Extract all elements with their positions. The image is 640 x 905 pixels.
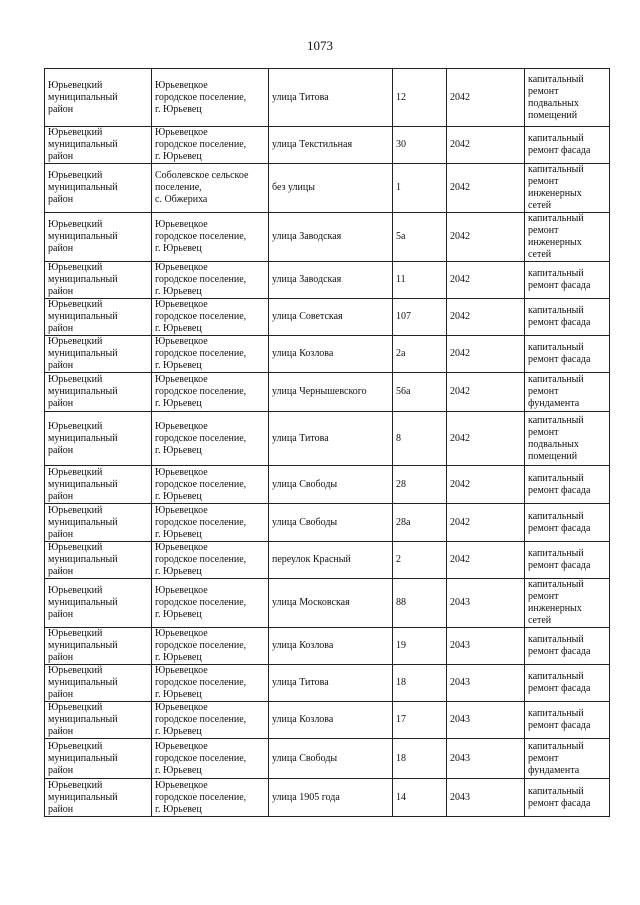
cell-line: Юрьевецкий [48, 542, 103, 553]
cell-line: подвальных [528, 97, 579, 109]
settlement-cell [152, 665, 269, 702]
cell-line: ремонт [528, 591, 559, 602]
year-cell: 2042 [447, 373, 525, 412]
district-cell [45, 504, 152, 542]
cell-line: район [48, 689, 74, 700]
street-cell: без улицы [269, 164, 393, 213]
house-number-cell: 28 [393, 466, 447, 504]
cell-line: район [48, 528, 74, 540]
cell-line: ремонт фасада [528, 797, 591, 809]
cell-line: ремонт фасада [528, 145, 591, 156]
settlement-cell [152, 412, 269, 466]
table-row [45, 628, 610, 665]
work-type-cell [525, 69, 610, 127]
district-cell [45, 702, 152, 739]
cell-line: муниципальный [48, 516, 118, 528]
cell-line: Юрьевецкий [48, 665, 103, 676]
cell-line: Юрьевецкий [48, 79, 103, 91]
district-cell [45, 542, 152, 579]
cell-line: Юрьевецкий [48, 170, 103, 181]
house-number-cell: 2а [393, 336, 447, 373]
year-cell: 2042 [447, 542, 525, 579]
cell-line: Юрьевецкое [155, 585, 208, 596]
work-type-cell [525, 213, 610, 262]
cell-line: капитальный [528, 305, 584, 316]
table-body [45, 69, 610, 817]
cell-line: Юрьевецкий [48, 336, 103, 347]
cell-line: г. Юрьевец [155, 528, 202, 540]
cell-line: городское поселение, [155, 640, 247, 651]
table-row [45, 739, 610, 779]
cell-line: район [48, 151, 74, 162]
district-cell [45, 127, 152, 164]
year-cell: 2043 [447, 579, 525, 628]
work-type-cell [525, 504, 610, 542]
cell-line: Юрьевецкий [48, 702, 103, 713]
year-cell: 2042 [447, 412, 525, 466]
cell-line: ремонт фасада [528, 720, 591, 731]
cell-line: муниципальный [48, 348, 118, 359]
cell-line: ремонт фасада [528, 683, 591, 694]
house-number-cell: 28а [393, 504, 447, 542]
table-row [45, 336, 610, 373]
house-number-cell: 18 [393, 665, 447, 702]
district-cell [45, 336, 152, 373]
cell-line: Юрьевецкое [155, 542, 208, 553]
cell-line: муниципальный [48, 274, 118, 285]
cell-line: Юрьевецкий [48, 374, 103, 385]
cell-line: капитальный [528, 785, 584, 797]
house-number-cell: 19 [393, 628, 447, 665]
cell-line: сетей [528, 200, 552, 211]
cell-line: Юрьевецкое [155, 702, 208, 713]
street-cell: улица Свободы [269, 739, 393, 779]
cell-line: капитальный [528, 133, 584, 144]
cell-line: г. Юрьевец [155, 286, 202, 297]
cell-line: городское поселение, [155, 311, 247, 322]
cell-line: помещений [528, 109, 578, 121]
cell-line: Юрьевецкое [155, 127, 208, 138]
cell-line: ремонт [528, 386, 559, 397]
year-cell: 2042 [447, 127, 525, 164]
cell-line: муниципальный [48, 231, 118, 242]
street-cell: улица Козлова [269, 336, 393, 373]
cell-line: г. Юрьевец [155, 103, 202, 115]
cell-line: ремонт фасада [528, 646, 591, 657]
cell-line: капитальный [528, 414, 584, 426]
district-cell [45, 579, 152, 628]
cell-line: Юрьевецкое [155, 79, 208, 91]
cell-line: Юрьевецкое [155, 299, 208, 310]
street-cell: переулок Красный [269, 542, 393, 579]
cell-line: городское поселение, [155, 432, 247, 444]
cell-line: ремонт [528, 426, 559, 438]
cell-line: г. Юрьевец [155, 444, 202, 456]
cell-line: район [48, 652, 74, 663]
year-cell: 2042 [447, 69, 525, 127]
cell-line: муниципальный [48, 597, 118, 608]
cell-line: Юрьевецкое [155, 219, 208, 230]
house-number-cell: 56а [393, 373, 447, 412]
table-row [45, 542, 610, 579]
cell-line: Юрьевецкий [48, 504, 103, 516]
cell-line: район [48, 360, 74, 371]
cell-line: г. Юрьевец [155, 151, 202, 162]
cell-line: городское поселение, [155, 91, 247, 103]
year-cell: 2043 [447, 665, 525, 702]
cell-line: Юрьевецкий [48, 219, 103, 230]
district-cell [45, 164, 152, 213]
street-cell: улица Свободы [269, 466, 393, 504]
settlement-cell [152, 579, 269, 628]
cell-line: городское поселение, [155, 348, 247, 359]
cell-line: фундамента [528, 398, 580, 409]
cell-line: Юрьевецкое [155, 504, 208, 516]
cell-line: капитальный [528, 510, 584, 522]
cell-line: Юрьевецкое [155, 779, 208, 791]
district-cell [45, 373, 152, 412]
cell-line: ремонт фасада [528, 354, 591, 365]
cell-line: г. Юрьевец [155, 726, 202, 737]
district-cell [45, 665, 152, 702]
cell-line: Юрьевецкий [48, 779, 103, 791]
settlement-cell [152, 739, 269, 779]
settlement-cell [152, 628, 269, 665]
year-cell: 2042 [447, 213, 525, 262]
cell-line: муниципальный [48, 386, 118, 397]
cell-line: район [48, 764, 74, 776]
cell-line: капитальный [528, 579, 584, 590]
settlement-cell [152, 69, 269, 127]
work-type-cell [525, 164, 610, 213]
settlement-cell [152, 466, 269, 504]
settlement-cell [152, 504, 269, 542]
cell-line: г. Юрьевец [155, 609, 202, 620]
work-type-cell [525, 579, 610, 628]
settlement-cell [152, 213, 269, 262]
cell-line: ремонт фасада [528, 522, 591, 534]
cell-line: район [48, 194, 74, 205]
street-cell: улица Советская [269, 299, 393, 336]
cell-line: Юрьевецкое [155, 262, 208, 273]
cell-line: городское поселение, [155, 516, 247, 528]
cell-line: Юрьевецкий [48, 420, 103, 432]
street-cell: улица Чернышевского [269, 373, 393, 412]
repair-schedule-table [44, 68, 610, 817]
house-number-cell: 17 [393, 702, 447, 739]
work-type-cell [525, 373, 610, 412]
table-row [45, 262, 610, 299]
cell-line: Юрьевецкий [48, 299, 103, 310]
work-type-cell [525, 702, 610, 739]
cell-line: муниципальный [48, 640, 118, 651]
house-number-cell: 30 [393, 127, 447, 164]
house-number-cell: 8 [393, 412, 447, 466]
cell-line: Юрьевецкое [155, 740, 208, 752]
table-row [45, 373, 610, 412]
settlement-cell [152, 373, 269, 412]
cell-line: капитальный [528, 268, 584, 279]
cell-line: муниципальный [48, 478, 118, 490]
house-number-cell: 2 [393, 542, 447, 579]
year-cell: 2043 [447, 779, 525, 817]
house-number-cell: 11 [393, 262, 447, 299]
street-cell: улица Козлова [269, 628, 393, 665]
cell-line: помещений [528, 450, 578, 462]
cell-line: муниципальный [48, 752, 118, 764]
cell-line: капитальный [528, 472, 584, 484]
cell-line: Юрьевецкое [155, 374, 208, 385]
cell-line: инженерных [528, 188, 582, 199]
cell-line: Юрьевецкое [155, 420, 208, 432]
table-row [45, 466, 610, 504]
cell-line: ремонт [528, 85, 559, 97]
house-number-cell: 12 [393, 69, 447, 127]
street-cell: улица 1905 года [269, 779, 393, 817]
cell-line: капитальный [528, 164, 584, 175]
year-cell: 2042 [447, 164, 525, 213]
table-row [45, 127, 610, 164]
settlement-cell [152, 779, 269, 817]
year-cell: 2043 [447, 702, 525, 739]
cell-line: городское поселение, [155, 231, 247, 242]
work-type-cell [525, 665, 610, 702]
cell-line: ремонт [528, 176, 559, 187]
street-cell: улица Козлова [269, 702, 393, 739]
table-row [45, 504, 610, 542]
district-cell [45, 628, 152, 665]
cell-line: Юрьевецкий [48, 262, 103, 273]
street-cell: улица Заводская [269, 213, 393, 262]
cell-line: г. Юрьевец [155, 360, 202, 371]
settlement-cell [152, 702, 269, 739]
street-cell: улица Свободы [269, 504, 393, 542]
district-cell [45, 299, 152, 336]
cell-line: капитальный [528, 634, 584, 645]
work-type-cell [525, 628, 610, 665]
table-row [45, 412, 610, 466]
work-type-cell [525, 739, 610, 779]
cell-line: Юрьевецкое [155, 466, 208, 478]
cell-line: муниципальный [48, 432, 118, 444]
work-type-cell [525, 466, 610, 504]
cell-line: сетей [528, 615, 552, 626]
district-cell [45, 262, 152, 299]
year-cell: 2043 [447, 739, 525, 779]
cell-line: ремонт фасада [528, 560, 591, 571]
district-cell [45, 466, 152, 504]
cell-line: капитальный [528, 548, 584, 559]
table-row [45, 299, 610, 336]
street-cell: улица Московская [269, 579, 393, 628]
cell-line: городское поселение, [155, 386, 247, 397]
cell-line: Юрьевецкий [48, 127, 103, 138]
cell-line: г. Юрьевец [155, 323, 202, 334]
cell-line: район [48, 323, 74, 334]
year-cell: 2042 [447, 336, 525, 373]
cell-line: инженерных [528, 603, 582, 614]
cell-line: Юрьевецкое [155, 628, 208, 639]
settlement-cell [152, 299, 269, 336]
cell-line: городское поселение, [155, 791, 247, 803]
year-cell: 2042 [447, 466, 525, 504]
cell-line: Юрьевецкий [48, 466, 103, 478]
work-type-cell [525, 412, 610, 466]
settlement-cell [152, 127, 269, 164]
year-cell: 2042 [447, 299, 525, 336]
page-number: 1073 [307, 38, 333, 53]
work-type-cell [525, 779, 610, 817]
cell-line: г. Юрьевец [155, 803, 202, 815]
cell-line: муниципальный [48, 139, 118, 150]
street-cell: улица Заводская [269, 262, 393, 299]
cell-line: Юрьевецкий [48, 628, 103, 639]
cell-line: ремонт фасада [528, 484, 591, 496]
cell-line: г. Юрьевец [155, 689, 202, 700]
cell-line: городское поселение, [155, 677, 247, 688]
street-cell: улица Титова [269, 412, 393, 466]
cell-line: городское поселение, [155, 139, 247, 150]
cell-line: капитальный [528, 671, 584, 682]
cell-line: сетей [528, 249, 552, 260]
cell-line: капитальный [528, 374, 584, 385]
cell-line: инженерных [528, 237, 582, 248]
cell-line: район [48, 103, 74, 115]
cell-line: капитальный [528, 740, 584, 752]
district-cell [45, 213, 152, 262]
settlement-cell [152, 164, 269, 213]
cell-line: район [48, 398, 74, 409]
cell-line: с. Обжериха [155, 194, 208, 205]
year-cell: 2042 [447, 504, 525, 542]
cell-line: район [48, 803, 74, 815]
cell-line: муниципальный [48, 91, 118, 103]
cell-line: район [48, 444, 74, 456]
cell-line: капитальный [528, 213, 584, 224]
cell-line: г. Юрьевец [155, 490, 202, 502]
cell-line: ремонт [528, 225, 559, 236]
cell-line: капитальный [528, 342, 584, 353]
work-type-cell [525, 262, 610, 299]
year-cell: 2042 [447, 262, 525, 299]
house-number-cell: 1 [393, 164, 447, 213]
cell-line: г. Юрьевец [155, 243, 202, 254]
house-number-cell: 18 [393, 739, 447, 779]
table-row [45, 779, 610, 817]
cell-line: район [48, 490, 74, 502]
street-cell: улица Титова [269, 665, 393, 702]
settlement-cell [152, 542, 269, 579]
cell-line: муниципальный [48, 677, 118, 688]
table-row [45, 579, 610, 628]
cell-line: городское поселение, [155, 714, 247, 725]
work-type-cell [525, 127, 610, 164]
cell-line: городское поселение, [155, 478, 247, 490]
cell-line: ремонт [528, 752, 559, 764]
house-number-cell: 5а [393, 213, 447, 262]
cell-line: фундамента [528, 764, 580, 776]
cell-line: муниципальный [48, 714, 118, 725]
district-cell [45, 412, 152, 466]
cell-line: район [48, 566, 74, 577]
cell-line: городское поселение, [155, 274, 247, 285]
cell-line: муниципальный [48, 554, 118, 565]
cell-line: муниципальный [48, 182, 118, 193]
table-row [45, 665, 610, 702]
cell-line: Юрьевецкое [155, 665, 208, 676]
cell-line: муниципальный [48, 311, 118, 322]
table-row [45, 702, 610, 739]
settlement-cell [152, 336, 269, 373]
cell-line: г. Юрьевец [155, 398, 202, 409]
cell-line: поселение, [155, 182, 202, 193]
district-cell [45, 779, 152, 817]
cell-line: район [48, 726, 74, 737]
street-cell: улица Текстильная [269, 127, 393, 164]
district-cell [45, 739, 152, 779]
table-row [45, 164, 610, 213]
cell-line: район [48, 243, 74, 254]
cell-line: г. Юрьевец [155, 566, 202, 577]
cell-line: муниципальный [48, 791, 118, 803]
cell-line: городское поселение, [155, 554, 247, 565]
cell-line: Юрьевецкое [155, 336, 208, 347]
cell-line: г. Юрьевец [155, 652, 202, 663]
district-cell [45, 69, 152, 127]
cell-line: Юрьевецкий [48, 740, 103, 752]
cell-line: капитальный [528, 708, 584, 719]
table-row [45, 69, 610, 127]
work-type-cell [525, 299, 610, 336]
cell-line: г. Юрьевец [155, 764, 202, 776]
year-cell: 2043 [447, 628, 525, 665]
cell-line: Юрьевецкий [48, 585, 103, 596]
cell-line: ремонт фасада [528, 280, 591, 291]
cell-line: городское поселение, [155, 597, 247, 608]
house-number-cell: 14 [393, 779, 447, 817]
cell-line: капитальный [528, 73, 584, 85]
cell-line: район [48, 286, 74, 297]
table-row [45, 213, 610, 262]
cell-line: Соболевское сельское [155, 170, 249, 181]
house-number-cell: 88 [393, 579, 447, 628]
street-cell: улица Титова [269, 69, 393, 127]
work-type-cell [525, 336, 610, 373]
cell-line: район [48, 609, 74, 620]
house-number-cell: 107 [393, 299, 447, 336]
work-type-cell [525, 542, 610, 579]
cell-line: ремонт фасада [528, 317, 591, 328]
cell-line: подвальных [528, 438, 579, 450]
cell-line: городское поселение, [155, 752, 247, 764]
settlement-cell [152, 262, 269, 299]
